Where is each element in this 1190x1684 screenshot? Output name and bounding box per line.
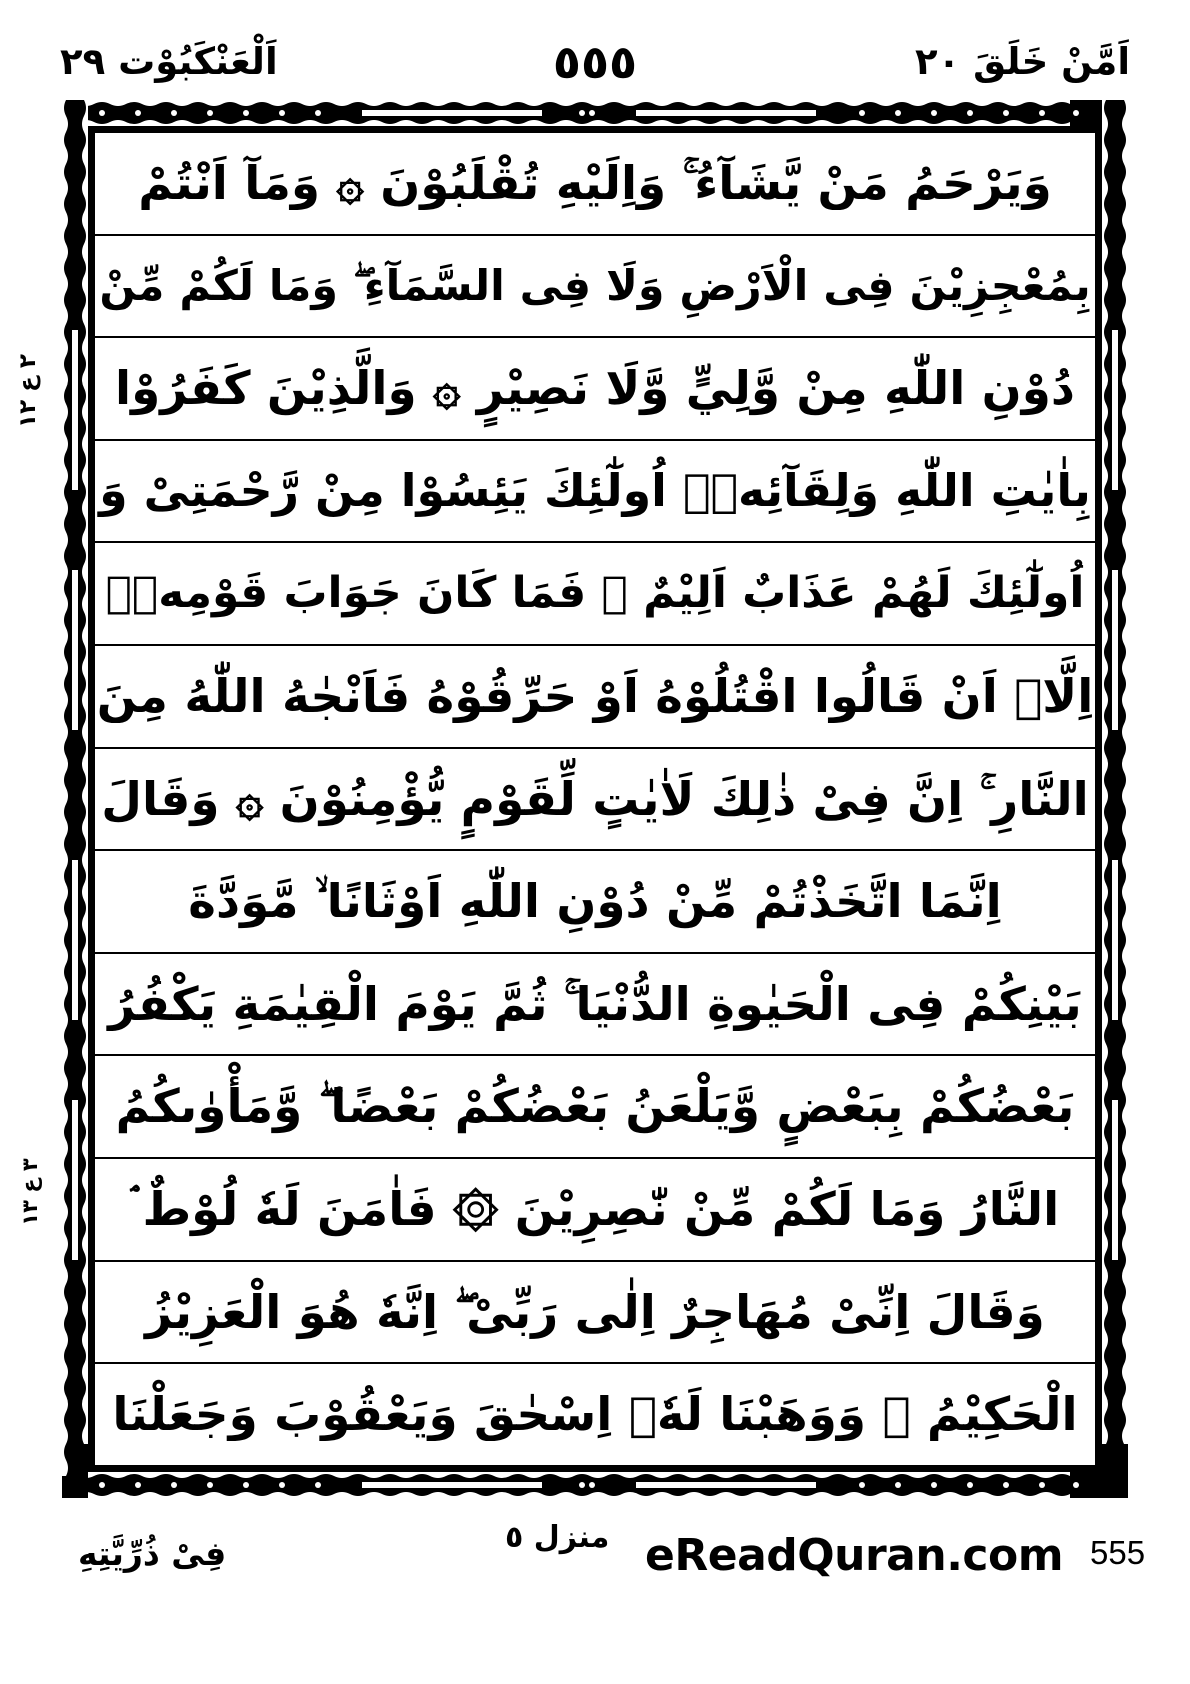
ayah-line-text: الْحَكِيْمُ ۞ وَوَهَبْنَا لَهٗۤ اِسْحٰقَ وَيَعْقُوْبَ وَجَعَلْنَا (112, 1387, 1078, 1442)
ruku-bottom-bottom-number: ١٣ (18, 1200, 42, 1226)
border-ornament-left (62, 100, 88, 1498)
ayah-line (95, 338, 1095, 441)
page-footer (0, 1512, 1190, 1632)
ayah-line-text: بَعْضُكُمْ بِبَعْضٍ وَّيَلْعَنُ بَعْضُكُمْ بَعْضًا ۖ وَّمَأْوٰىكُمُ (115, 1079, 1075, 1134)
header-surah-title (60, 34, 278, 90)
ayah-line (95, 1364, 1095, 1465)
ayah-line-text: دُوْنِ اللّٰهِ مِنْ وَّلِيٍّ وَّلَا نَصِيْرٍ ۞ وَالَّذِيْنَ كَفَرُوْا (115, 361, 1075, 416)
ayah-line-text: بَيْنِكُمْ فِى الْحَيٰوةِ الدُّنْيَا ۚ ثُمَّ يَوْمَ الْقِيٰمَةِ يَكْفُرُ (108, 976, 1082, 1031)
ayah-line-text: بِمُعْجِزِيْنَ فِى الْاَرْضِ وَلَا فِى السَّمَآءِ ۖ وَمَا لَكُمْ مِّنْ (99, 260, 1091, 310)
ayah-line (95, 749, 1095, 852)
ayah-line-text: بِاٰيٰتِ اللّٰهِ وَلِقَآئِهٖۤ اُولٰٓئِكَ يَئِسُوْا مِنْ رَّحْمَتِىْ وَ (99, 464, 1091, 518)
ayah-line-text: وَقَالَ اِنِّىْ مُهَاجِرٌ اِلٰى رَبِّىْ ۖ اِنَّهٗ هُوَ الْعَزِيْزُ (145, 1284, 1045, 1339)
ayah-line-text: اِلَّاۤ اَنْ قَالُوا اقْتُلُوْهُ اَوْ حَرِّقُوْهُ فَاَنْجٰهُ اللّٰهُ مِنَ (96, 668, 1094, 723)
ayah-line-text: اُولٰٓئِكَ لَهُمْ عَذَابٌ اَلِيْمٌ ۞ فَمَا كَانَ جَوَابَ قَوْمِهٖۤ (105, 568, 1085, 619)
ayah-line-list (95, 133, 1095, 1465)
page-header (0, 34, 1190, 96)
ayah-line (95, 954, 1095, 1057)
ruku-ayn-icon-bottom: ع (18, 1178, 42, 1193)
ruku-top-bottom-number: ١٢ (15, 399, 41, 428)
footer-manzil-label: منزل ٥ (505, 1520, 610, 1555)
ruku-ayn-icon: ع (15, 376, 41, 392)
header-juz-label: اَمَّنْ خَلَقَ (973, 40, 1130, 83)
ayah-line (95, 1262, 1095, 1365)
footer-catchword: فِىْ ذُرِّيَّتِهِ (78, 1534, 227, 1573)
border-ornament-right (1102, 100, 1128, 1498)
ayah-line (95, 646, 1095, 749)
header-surah-number: ٢٩ (60, 40, 106, 83)
header-page-number: ٥٥٥ (552, 35, 638, 89)
header-juz-number: ٢٠ (915, 40, 961, 83)
ayah-line-text: اِنَّمَا اتَّخَذْتُمْ مِّنْ دُوْنِ اللّٰهِ اَوْثَانًا ۙ مَّوَدَّةَ (188, 874, 1002, 929)
ruku-marker-top (15, 349, 41, 433)
ruku-marker-bottom (18, 1146, 42, 1238)
border-ornament-bottom (62, 1472, 1128, 1498)
footer-page-number: 555 (1090, 1534, 1146, 1571)
ayah-line (95, 133, 1095, 236)
ruku-top-number: ٢ (15, 354, 41, 369)
ayah-line (95, 543, 1095, 646)
ayah-line (95, 441, 1095, 544)
header-surah-name: اَلْعَنْكَبُوْت (118, 40, 278, 83)
ayah-line (95, 1056, 1095, 1159)
ayah-line (95, 1159, 1095, 1262)
ayah-line (95, 236, 1095, 339)
ayah-line (95, 851, 1095, 954)
footer-site-brand: eReadQuran.com (645, 1530, 1064, 1581)
ayah-line-text: النَّارُ وَمَا لَكُمْ مِّنْ نّٰصِرِيْنَ ۞ فَاٰمَنَ لَهٗ لُوْطٌ ۘ (130, 1181, 1060, 1236)
page-border-frame (62, 100, 1128, 1498)
ruku-bottom-number: ٣ (18, 1158, 42, 1172)
quran-text-block (92, 130, 1098, 1468)
ayah-line-text: وَيَرْحَمُ مَنْ يَّشَآءُ ۚ وَاِلَيْهِ تُقْلَبُوْنَ ۞ وَمَآ اَنْتُمْ (138, 155, 1052, 210)
ayah-line-text: النَّارِ ۚ اِنَّ فِىْ ذٰلِكَ لَاٰيٰتٍ لِّقَوْمٍ يُّؤْمِنُوْنَ ۞ وَقَالَ (101, 771, 1089, 826)
border-ornament-top (62, 100, 1128, 126)
